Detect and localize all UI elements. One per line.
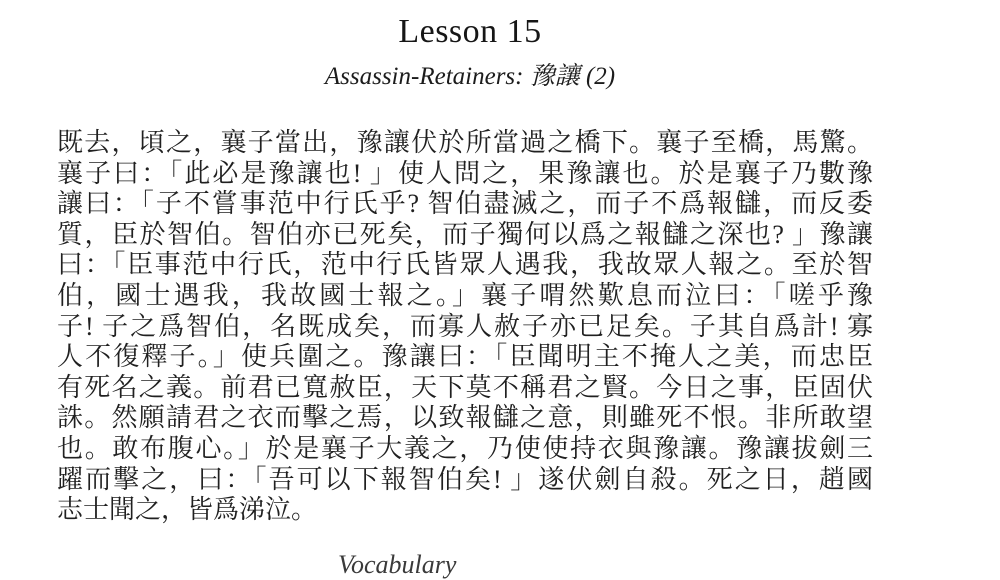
passage-line-last: 志士聞之，皆爲涕泣。 — [57, 495, 318, 525]
lesson-title: Lesson 15 — [398, 13, 542, 50]
passage-line: 人不復釋子。」使兵圍之。豫讓曰：「臣聞明主不掩人之美，而忠臣 — [57, 342, 873, 372]
passage-line: 也。敢布腹心。」於是襄子大義之，乃使使持衣與豫讓。豫讓拔劍三 — [57, 433, 873, 463]
passage-line: 躍而擊之，曰：「吾可以下報智伯矣! 」遂伏劍自殺。死之日，趙國 — [57, 464, 873, 494]
passage-line: 有死名之義。前君已寬赦臣，天下莫不稱君之賢。今日之事，臣固伏 — [57, 372, 873, 402]
passage-line: 誅。然願請君之衣而擊之焉，以致報讎之意，則雖死不恨。非所敢望 — [57, 403, 873, 433]
passage-line: 子! 子之爲智伯，名既成矣，而寡人赦子亦已足矣。子其自爲計! 寡 — [57, 311, 873, 341]
passage-line: 質，臣於智伯。智伯亦已死矣，而子獨何以爲之報讎之深也? 」豫讓 — [57, 219, 873, 249]
passage-line: 既去，頃之，襄子當出，豫讓伏於所當過之橋下。襄子至橋，馬驚。 — [57, 128, 873, 157]
lesson-subtitle: Assassin-Retainers: 豫讓 (2) — [324, 63, 616, 90]
next-section-heading-cutoff: Vocabulary — [338, 550, 457, 579]
passage-line: 讓曰：「子不嘗事范中行氏乎? 智伯盡滅之，而子不爲報讎，而反委 — [57, 189, 873, 219]
passage-line: 曰：「臣事范中行氏，范中行氏皆眾人遇我，我故眾人報之。至於智 — [57, 250, 873, 280]
classical-chinese-passage — [57, 128, 873, 526]
passage-line: 襄子曰：「此必是豫讓也! 」使人問之，果豫讓也。於是襄子乃數豫 — [57, 158, 873, 188]
passage-line: 伯，國士遇我，我故國士報之。」襄子喟然歎息而泣曰：「嗟乎豫 — [57, 280, 873, 310]
